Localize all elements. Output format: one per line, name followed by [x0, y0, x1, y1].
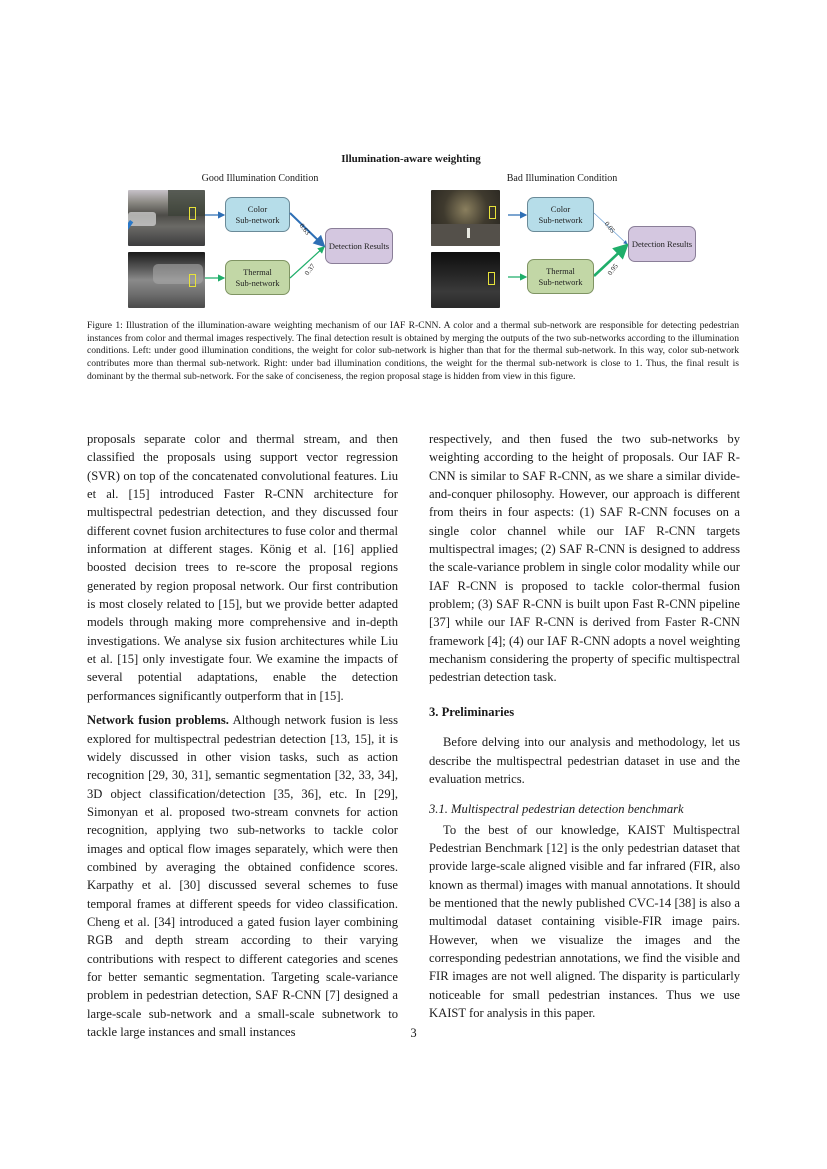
paragraph: respectively, and then fused the two sub-networks by weighting according to the height of proposals. Our IAF R-CNN is similar to SAF R-CNN, as we share a similar divide-and-conquer philosophy. However, our approach is different from theirs in four aspects: (1) SAF R-CNN focuses on a single color channel while our IAF R-CNN targets multispectral images; (2) SAF R-CNN is designed to address the scale-variance problem in single color modality while our IAF R-CNN is proposed to tackle color-thermal fusion problem; (3) SAF R-CNN is built upon Fast R-CNN pipeline [37] while our IAF R-CNN is derived from Faster R-CNN framework [4]; (4) our IAF R-CNN adopts a novel weighting mechanism considering the property of specific multispectral pedestrian detection task.	[429, 432, 740, 685]
detection-results-box: Detection Results	[325, 228, 393, 264]
paragraph: Before delving into our analysis and methodology, let us describe the multispectral pedestrian dataset in use and the evaluation metrics.	[429, 735, 740, 786]
paragraph: To the best of our knowledge, KAIST Multispectral Pedestrian Benchmark [12] is the only pedestrian dataset that provide large-scale aligned visible and far infrared (FIR, also known as thermal) images with manual annotations. It should be mentioned that the newly published CVC-14 [38] is also a multimodal dataset containing visible-FIR image pairs. However, when we visualize the images and the corresponding pedestrian annotations, we find the visible and FIR images are not well aligned. The disparity is particularly noticeable for small pedestrian instances. Thus we use KAIST for analysis in this paper.	[429, 822, 740, 1020]
color-subnetwork-box: Color Sub-network	[225, 197, 290, 232]
condition-label: Good Illumination Condition	[201, 173, 319, 184]
subsection-heading: 3.1. Multispectral pedestrian detection benchmark	[429, 802, 684, 817]
detection-results-box: Detection Results	[628, 226, 696, 262]
color-weight-label: 0.63	[297, 222, 312, 237]
thermal-weight-label: 0.95	[606, 262, 620, 277]
color-weight-label: 0.05	[602, 220, 617, 235]
color-image-night	[431, 190, 500, 246]
paragraph: Network fusion problems. Although network fusion is less explored for multispectral pedestrian detection [13, 15], it is widely discussed in other vision tasks, such as action recognition [29, 30, 31], semantic segmentation [32, 33, 34], 3D object classification/detection [35, 36], etc. In [29], Simonyan et al. proposed two-stream convnets for action recognition, applying two sub-networks to tackle color images and optical flow images separately, which were then combined by averaging the obtained confidence scores. Karpathy et al. [30] discussed several schemes to fuse temporal frames at different speeds for video classification. Cheng et al. [34] introduced a gated fusion layer combining RGB and depth stream according to their varying contributions with respect to different categories and scenes for better semantic segmentation. Targeting scale-variance problem in pedestrian detection, SAF R-CNN [7] designed a large-scale sub-network and a small-scale subnetwork to tackle large instances and small instances	[87, 713, 398, 1039]
left-column	[87, 430, 398, 1041]
section-heading: 3. Preliminaries	[429, 704, 515, 719]
thermal-weight-label: 0.37	[303, 262, 317, 277]
right-column	[429, 430, 740, 1022]
paragraph: proposals separate color and thermal stream, and then classified the proposals using support vector regression (SVR) on top of the concatenated convolutional features. Liu et al. [15] introduced Faster R-CNN architecture for multispectral pedestrian detection, and they discussed four different covnet fusion architectures to fuse color and thermal information at different stages. König et al. [16] applied boosted decision trees to re-score the proposal regions generated by region proposal network. Our first contribution is most closely related to [15], but we provide better adapted models through making more comprehensive and in-depth investigations. We analyse six fusion architectures while Liu et al. [15] only investigate four. We examine the impacts of several potential adaptations, enable the detection performances significantly outperform that in [15].	[87, 432, 398, 703]
thermal-subnetwork-box: Thermal Sub-network	[527, 259, 594, 294]
pedestrian-bbox	[488, 272, 495, 285]
figure-title: Illumination-aware weighting	[341, 153, 481, 165]
page-number: 3	[410, 1026, 417, 1040]
condition-label: Bad Illumination Condition	[506, 173, 618, 184]
left-arrows	[0, 0, 827, 330]
figure-caption: Figure 1: Illustration of the illumination-aware weighting mechanism of our IAF R-CNN. A color and a thermal sub-network are responsible for detecting pedestrian instances from color and thermal images respectively. The final detection result is obtained by merging the outputs of the two sub-networks according to the illumination conditions. Left: under good illumination conditions, the weight for color sub-network is higher than that for the thermal sub-network. In this way, color sub-network contributes more than thermal sub-network. Right: under bad illumination conditions, the weight for the thermal sub-network is close to 1. Thus, the final result is dominant by the thermal sub-network. For the sake of conciseness, the region proposal stage is hidden from view in this figure.	[87, 320, 739, 382]
thermal-subnetwork-box: Thermal Sub-network	[225, 260, 290, 295]
pedestrian-bbox	[489, 206, 496, 219]
thermal-image-night	[431, 252, 500, 308]
color-subnetwork-box: Color Sub-network	[527, 197, 594, 232]
paragraph-heading: Network fusion problems.	[87, 713, 229, 728]
